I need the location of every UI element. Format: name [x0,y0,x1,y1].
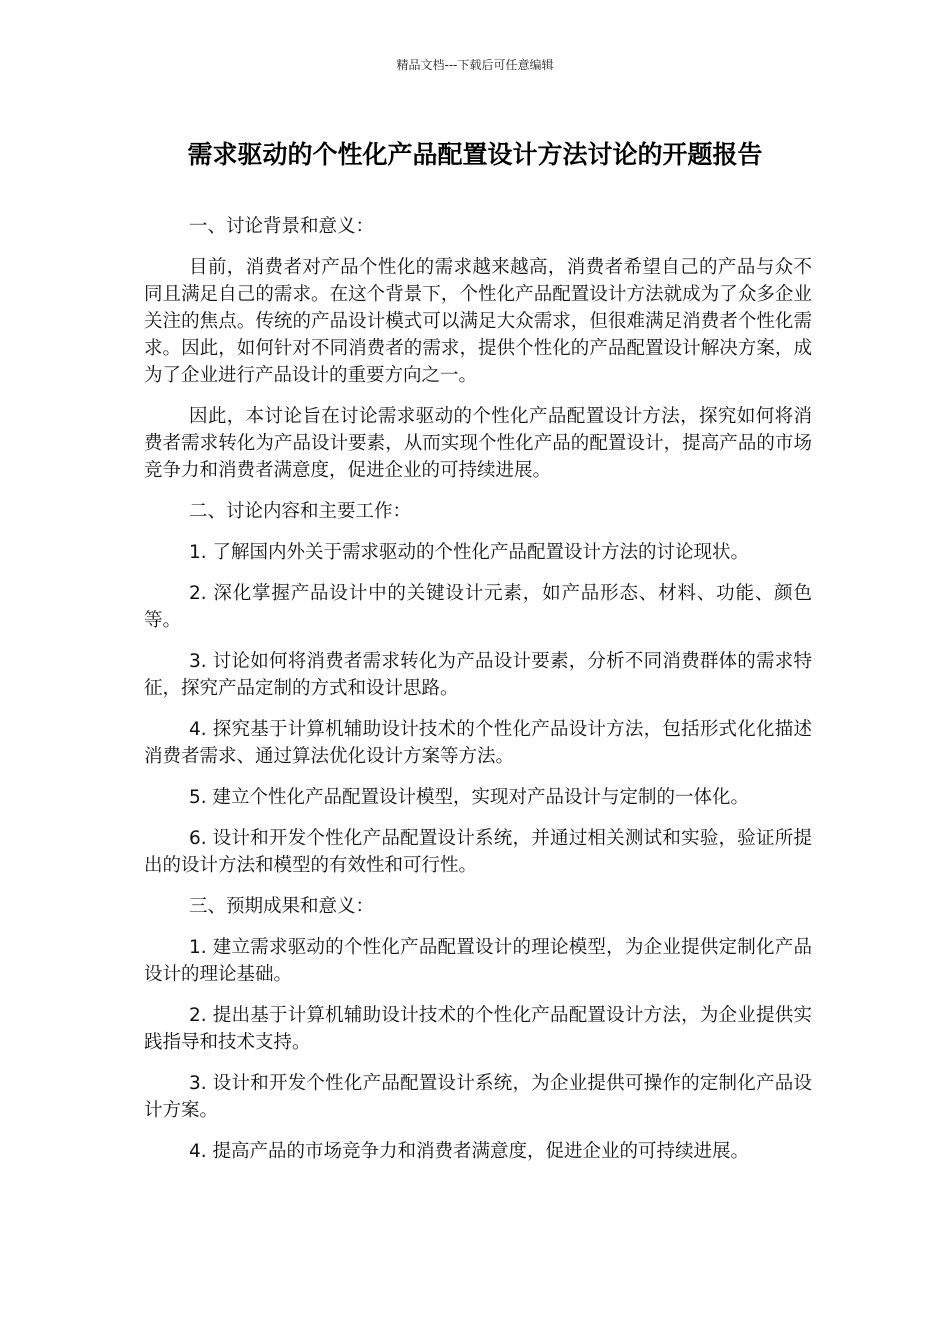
list-item: 3. 设计和开发个性化产品配置设计系统，为企业提供可操作的定制化产品设计方案。 [144,1073,812,1121]
list-item: 5. 建立个性化产品配置设计模型，实现对产品设计与定制的一体化。 [189,787,750,808]
list-item: 1. 了解国内外关于需求驱动的个性化产品配置设计方法的讨论现状。 [189,542,750,563]
paragraph-background: 目前，消费者对产品个性化的需求越来越高，消费者希望自己的产品与众不同且满足自己的需求。在这个背景下，个性化产品配置设计方法就成为了众多企业关注的焦点。传统的产品设计模式可以满足大众需求，但很难满足消费者个性化需求。因此，如何针对不同消费者的需求，提供个性化的产品配置设计解决方案，成为了企业进行产品设计的重要方向之一。 [144,257,812,386]
section-heading-content: 二、讨论内容和主要工作： [189,501,412,522]
paragraph-purpose: 因此，本讨论旨在讨论需求驱动的个性化产品配置设计方法，探究如何将消费者需求转化为产品设计要素，从而实现个性化产品的配置设计，提高产品的市场竞争力和消费者满意度，促进企业的可持续进展。 [144,406,812,481]
list-item: 2. 提出基于计算机辅助设计技术的个性化产品配置设计方法，为企业提供实践指导和技术支持。 [144,1005,812,1053]
section-heading-background: 一、讨论背景和意义： [189,216,375,237]
list-item: 2. 深化掌握产品设计中的关键设计元素，如产品形态、材料、功能、颜色等。 [144,583,812,631]
list-item: 6. 设计和开发个性化产品配置设计系统，并通过相关测试和实验，验证所提出的设计方法和模型的有效性和可行性。 [144,828,812,876]
header-note: 精品文档---下载后可任意编辑 [396,58,554,72]
document-title: 需求驱动的个性化产品配置设计方法讨论的开题报告 [187,140,763,169]
list-item: 3. 讨论如何将消费者需求转化为产品设计要素，分析不同消费群体的需求特征，探究产品定制的方式和设计思路。 [144,651,812,699]
list-item: 4. 提高产品的市场竞争力和消费者满意度，促进企业的可持续进展。 [189,1141,750,1162]
list-item: 4. 探究基于计算机辅助设计技术的个性化产品设计方法，包括形式化化描述消费者需求、通过算法优化设计方案等方法。 [144,719,812,767]
section-heading-outcomes: 三、预期成果和意义： [189,896,375,917]
list-item: 1. 建立需求驱动的个性化产品配置设计的理论模型，为企业提供定制化产品设计的理论基础。 [144,937,812,985]
document-body [144,213,812,1179]
